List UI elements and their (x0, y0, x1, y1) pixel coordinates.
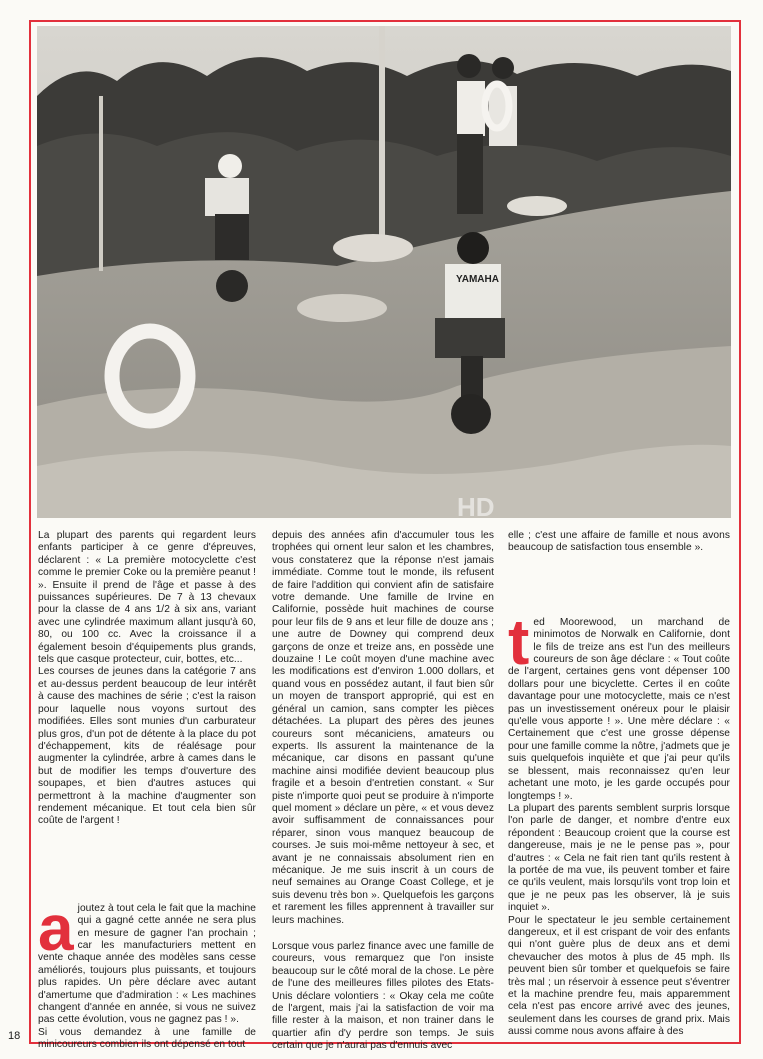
paragraph-text: ed Moorewood, un marchand de minimotos de Norwalk en Californie, dont le fils de treize ans est l'un des meilleurs coureurs de son âge déclare : « Tout coûte de l'argent, certaines gens vont dépenser 100 dollars pour une bicyclette. Certes il en coûte davantage pour une motocyclette, mais ce n'est pas un investissement onéreux pour le plaisir qu'elle vous apporte ! ». Une mère déclare : « Certainement que c'est une grosse dépense pour une famille comme la nôtre, j'admets que je suis quelquefois inquiète et que j'ai peur qu'ils se blessent, mais reconnaissez qu'en leur achetant une moto, je les garde occupés pour longtemps ! ». (508, 616, 730, 802)
paragraph: elle ; c'est une affaire de famille et nous avons beaucoup de satisfaction tous ensemble ». (508, 530, 730, 554)
dropcap-letter: a (38, 891, 74, 964)
paragraph-text: joutez à tout cela le fait que la machine qui a gagné cette année ne sera plus en mesure de gagner l'an prochain ; car les manufacturiers mettent en vente chaque année des modèles sans cesse améliorés, toujours plus puissants, et toujours plus rapides. Un père déclare avec autant d'amertume que d'admiration : « Les machines changent d'année en année, si vous ne suivez pas cette évolution, vous ne gagnez pas ! ». (38, 902, 256, 1026)
text-column-1 (38, 530, 256, 1052)
paragraph: Les courses de jeunes dans la catégorie 7 ans et au-dessus perdent beaucoup de leur intérêt à cause des machines de série ; c'est la raison pour laquelle nous voyons surtout des modifiées. Elles sont munies d'un carburateur plus gros, d'un pot de détente à la place du pot d'échappement, kits de réalésage pour augmenter la cylindrée, arbre à cames dans le but de modifier les temps d'ouverture des soupapes, et bien d'autres astuces qui permettront à la machine d'augmenter son rendement mécanique. Et tout cela bien sûr coûte de l'argent ! (38, 666, 256, 827)
paragraph: La plupart des parents qui regardent leurs enfants participer à ce genre d'épreuves, déclarent : « La première motocyclette c'est comme le premier Coke ou la première peanut ! ». Ensuite il prend de l'âge et passe à des puissances supérieures. De 7 à 13 chevaux pour la classe de 4 ans 1/2 à six ans, variant avec une cylindrée maximum allant jusqu'à 60, 80, ou 100 cc. Avec la croissance il a également besoin d'équipements plus grands, tels que casque protecteur, cuir, bottes, etc... (38, 530, 256, 666)
brand-mark: HD (457, 492, 495, 518)
page-number: 18 (8, 1030, 21, 1042)
paragraph: Pour le spectateur le jeu semble certainement dangereux, et il est crispant de voir des enfants qui n'ont guère plus de deux ans et demi chevaucher des motos à plus de 45 mph. Ils peuvent bien sûr tomber et quelquefois se faire très mal ; un réservoir à essence peut s'éventrer et la machine prendre feu, mais apparemment cela n'est pas encore arrivé avec des jeunes, seulement dans les courses de grand prix. Mais aussi comme nous avons affaire à des (508, 914, 730, 1038)
dropcap-letter: t (508, 605, 530, 678)
paragraph-with-dropcap (508, 605, 730, 803)
paragraph-with-dropcap (38, 891, 256, 1027)
paragraph: Si vous demandez à une famille de minicoureurs combien ils ont dépensé en tout (38, 1026, 256, 1051)
paragraph: depuis des années afin d'accumuler tous les trophées qui ornent leur salon et les chambres, vous constaterez que la réponse n'est jamais immédiate. Comme tout le monde, ils refusent de faire l'addition qui convient afin de satisfaire votre demande. Une famille de Irvine en Californie, possède huit machines de course pour leur fils de 9 ans et leur fille de douze ans ; une autre de Downey qui comprend deux garçons de onze et treize ans, en possède une douzaine ! Le coût moyen d'une machine avec les modifications est d'environ 1.000 dollars, et quand vous en possédez autant, il faut bien sûr un moyen de transport approprié, qui est en général un camion, sans compter les pièces détachées. La plupart des pères des jeunes coureurs sont mécaniciens, amateurs ou experts. Ils assurent la maintenance de la mécanique, car disons en passant qu'une machine ainsi modifiée devient beaucoup plus fragile et a besoin d'entretien constant. « Sur piste n'importe quoi peut se produire à n'importe quel moment » déclare un père, « et vous devez avoir suffisamment de connaissances pour réparer, sinon vous manquez beaucoup de courses. Je suis moi-même nettoyeur à sec, et avant je ne connaissais absolument rien en mécanique. Je me suis inscrit à un cours de neuf semaines au Orange Coast College, et je suis devenu très bon ». Quelquefois les garçons et rarement les filles apprennent à travailler sur leurs machines. (272, 530, 494, 926)
motocross-photo (37, 26, 731, 518)
paragraph: Lorsque vous parlez finance avec une famille de coureurs, vous remarquez que l'on insiste beaucoup sur le côté moral de la chose. Le père de l'une des meilleures filles pilotes des Etats-Unis déclare volontiers : « Okay cela me coûte de l'argent, mais j'ai la satisfaction de voir ma fille rester à la maison, et non trainer dans le quartier afin d'y perdre son temps. Je suis certain que je n'aurai pas d'ennuis avec (272, 941, 494, 1052)
paragraph: La plupart des parents semblent surpris lorsque l'on parle de danger, et nombre d'entre eux répondent : Beaucoup croient que la course est dangereuse, mais je ne le pense pas », pour d'autres : « Cela ne fait rien tant qu'ils restent à la portée de ma vue, ils peuvent tomber et faire ce qu'ils veulent, mais lorsqu'ils vont trop loin et que je ne peux pas les observer, là je suis inquiet ». (508, 802, 730, 914)
jersey-text: YAMAHA (456, 274, 499, 285)
text-column-2 (272, 530, 494, 1053)
text-column-3 (508, 530, 730, 1039)
